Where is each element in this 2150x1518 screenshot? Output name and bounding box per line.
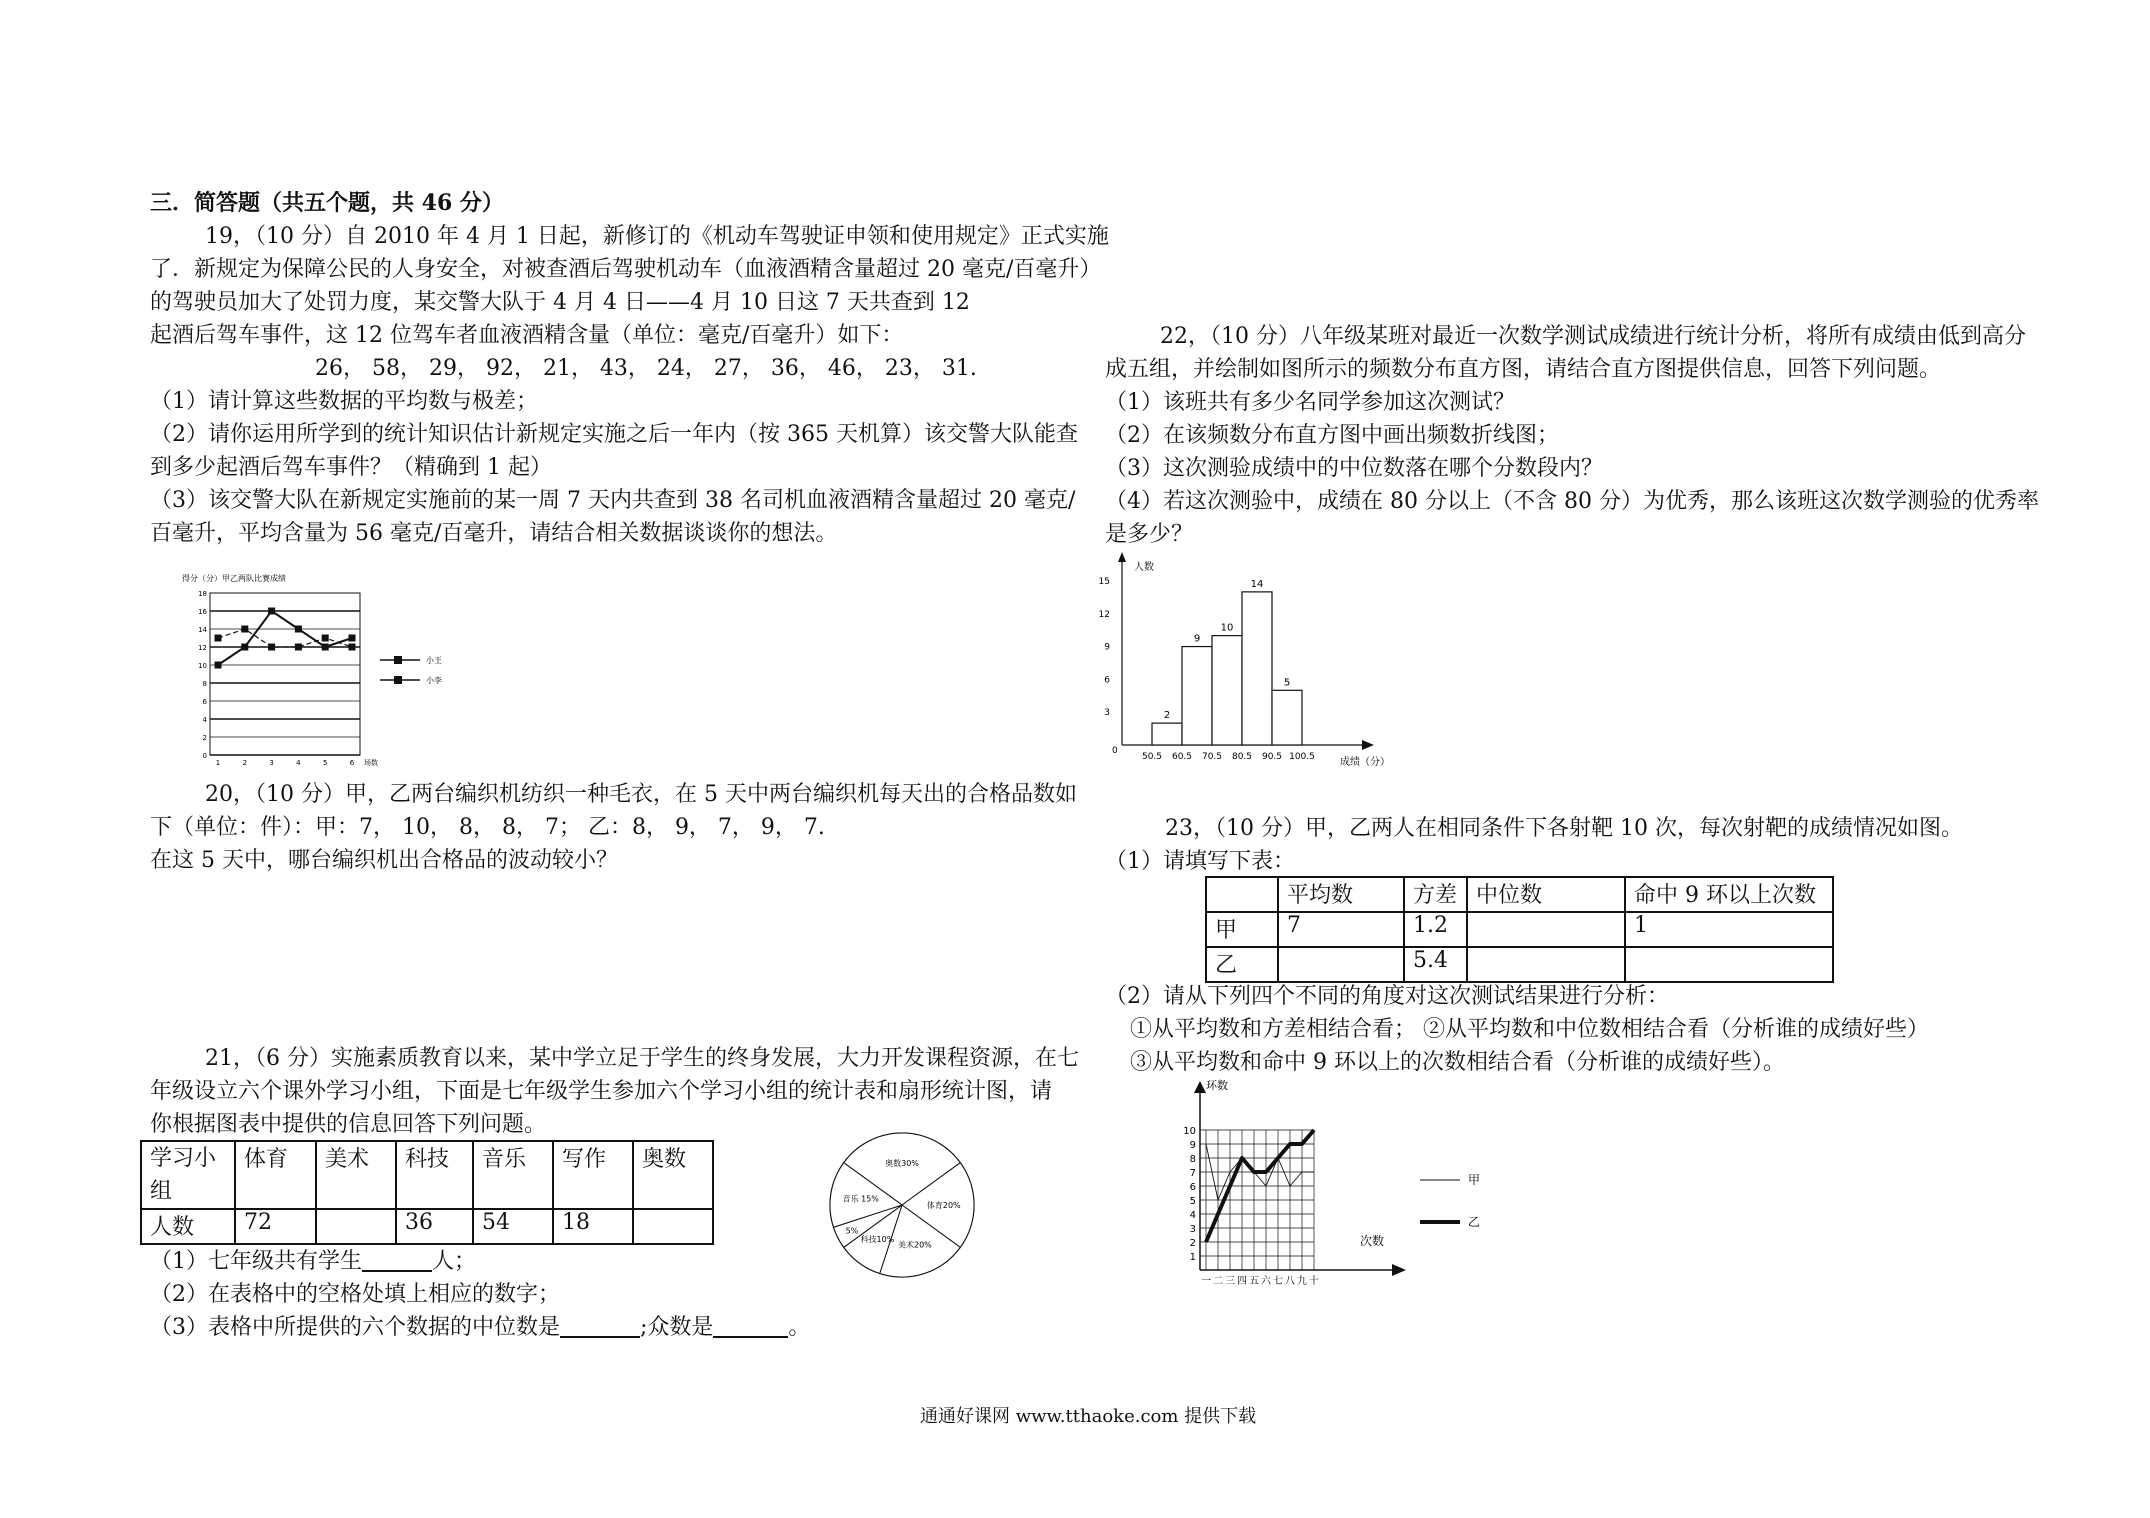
data-point — [215, 635, 222, 642]
table-cell: 科技 — [396, 1141, 473, 1209]
table-cell: 1.2 — [1404, 912, 1467, 947]
y-tick-label: 3 — [1104, 708, 1110, 719]
x-tick-label: 五 — [1249, 1276, 1259, 1287]
y-axis-arrow — [1194, 1081, 1206, 1093]
table-cell: 人数 — [141, 1209, 235, 1244]
table-cell — [1278, 947, 1404, 982]
q23-line: （1）请填写下表： — [1105, 849, 1295, 874]
table-cell: 平均数 — [1278, 877, 1404, 912]
bar-value-label: 2 — [1163, 710, 1171, 722]
table-cell: 36 — [396, 1209, 473, 1244]
q21-sub-3 — [150, 1311, 810, 1344]
q23-line: 23，（10 分）甲，乙两人在相同条件下各射靶 10 次，每次射靶的成绩情况如图。 — [1165, 816, 1963, 841]
x-tick-label: 3 — [269, 759, 274, 767]
shooting-stats-table — [1205, 876, 1834, 983]
y-tick-label: 6 — [1189, 1182, 1196, 1193]
y-tick-label: 15 — [1098, 576, 1110, 587]
histogram-bar — [1272, 690, 1302, 745]
x-axis-label: 次数 — [1360, 1234, 1385, 1248]
table-cell: 写作 — [553, 1141, 633, 1209]
q19-sub: 到多少起酒后驾车事件？（精确到 1 起） — [150, 455, 552, 480]
table-cell: 18 — [553, 1209, 633, 1244]
x-tick-label: 四 — [1237, 1276, 1247, 1287]
q23-sub: ①从平均数和方差相结合看； ②从平均数和中位数相结合看（分析谁的成绩好些） — [1130, 1017, 1929, 1042]
table-cell — [316, 1209, 396, 1244]
x-tick-label: 90.5 — [1261, 752, 1283, 762]
data-point — [322, 644, 329, 651]
y-tick-label: 5 — [1189, 1196, 1196, 1207]
x-tick-label: 六 — [1261, 1276, 1271, 1287]
q19-line: 起酒后驾车事件，这 12 位驾车者血液酒精含量（单位：毫克/百毫升）如下： — [150, 323, 904, 348]
table-cell: 学习小组 — [141, 1141, 235, 1209]
y-axis-label: 人数 — [1134, 562, 1154, 573]
q22-line: （1）该班共有多少名同学参加这次测试？ — [1105, 390, 1515, 415]
q20-line: 20，（10 分）甲，乙两台编织机纺织一种毛衣，在 5 天中两台编织机每天出的合格品数如 — [205, 782, 1077, 807]
x-tick-label: 1 — [215, 759, 221, 767]
q21-line: 21，（6 分）实施素质教育以来，某中学立足于学生的终身发展，大力开发课程资源，在七 — [205, 1046, 1079, 1071]
answer-blank[interactable] — [362, 1246, 432, 1272]
table-cell: 中位数 — [1467, 877, 1625, 912]
x-tick-label: 九 — [1297, 1276, 1307, 1287]
q22-line: 是多少？ — [1105, 522, 1194, 547]
data-point — [295, 626, 302, 633]
data-point — [349, 635, 356, 642]
pie-slice-label: 音乐 15% — [842, 1194, 879, 1204]
table-cell: 音乐 — [473, 1141, 553, 1209]
table-row — [1206, 912, 1833, 947]
q19-data-line: 26， 58， 29， 92， 21， 43， 24， 27， 36， 46， 23， 31. — [315, 356, 977, 381]
bar-value-label: 5 — [1283, 677, 1291, 689]
table-row — [141, 1141, 713, 1209]
histogram-bar — [1242, 592, 1272, 745]
q19-sub: （3）该交警大队在新规定实施前的某一周 7 天内共查到 38 名司机血液酒精含量超过 20 毫克/ — [150, 488, 1076, 513]
y-tick-label: 4 — [202, 716, 207, 724]
table-cell — [633, 1209, 713, 1244]
q19-line: 的驾驶员加大了处罚力度，某交警大队于 4 月 4 日——4 月 10 日这 7 天共查到 12 — [150, 290, 970, 315]
y-tick-label: 12 — [198, 644, 207, 652]
group-stats-table — [140, 1140, 714, 1245]
x-tick-label: 4 — [296, 759, 301, 767]
legend-marker — [394, 676, 402, 684]
bar-value-label: 14 — [1250, 578, 1264, 590]
chart-title: 得分（分）甲乙两队比赛成绩 — [182, 574, 286, 583]
table-cell: 奥数 — [633, 1141, 713, 1209]
histogram-bar — [1182, 647, 1212, 745]
pie-slice-label: 美术20% — [898, 1240, 932, 1250]
table-row — [141, 1209, 713, 1244]
series-line — [218, 611, 352, 665]
y-tick-label: 9 — [1104, 642, 1110, 653]
pie-slice-label: 5% — [845, 1226, 859, 1236]
y-tick-label: 4 — [1189, 1210, 1196, 1221]
pie-slice-label: 科技10% — [860, 1234, 895, 1244]
answer-blank[interactable] — [713, 1312, 788, 1338]
q21-sub-2: （2）在表格中的空格处填上相应的数字； — [150, 1282, 560, 1307]
q19-sub: （1）请计算这些数据的平均数与极差； — [150, 389, 538, 414]
table-cell: 乙 — [1206, 947, 1278, 982]
q23-sub: （2）请从下列四个不同的角度对这次测试结果进行分析： — [1105, 984, 1669, 1009]
score-histogram — [1100, 550, 1400, 770]
pie-slice-label: 体育20% — [926, 1201, 961, 1210]
plot-frame — [210, 593, 360, 755]
q22-line: （3）这次测验成绩中的中位数落在哪个分数段内？ — [1105, 456, 1603, 481]
y-tick-label: 0 — [202, 752, 207, 760]
x-tick-label: 二 — [1213, 1276, 1223, 1287]
x-tick-label: 5 — [322, 759, 328, 767]
q23-sub: ③从平均数和命中 9 环以上的次数相结合看（分析谁的成绩好些）。 — [1130, 1050, 1785, 1075]
y-tick-label: 3 — [1189, 1224, 1196, 1235]
q21-sub-text: （3）表格中所提供的六个数据的中位数是 — [150, 1315, 560, 1340]
q19-line: 了．新规定为保障公民的人身安全，对被查酒后驾驶机动车（血液酒精含量超过 20 毫克/百毫升） — [150, 257, 1102, 282]
answer-blank[interactable] — [560, 1312, 640, 1338]
legend-label: 乙 — [1468, 1215, 1481, 1229]
y-tick-label: 10 — [198, 662, 207, 670]
table-cell: 方差 — [1404, 877, 1467, 912]
q21-sub-text: 人； — [432, 1249, 477, 1274]
q21-line: 你根据图表中提供的信息回答下列问题。 — [150, 1112, 547, 1137]
legend-label: 甲 — [1468, 1173, 1481, 1187]
x-tick-label: 80.5 — [1231, 752, 1253, 762]
score-line-chart — [180, 565, 540, 770]
data-point — [268, 608, 275, 615]
section-title: 三．简答题（共五个题，共 46 分） — [150, 190, 504, 216]
legend-label: 小李 — [426, 676, 442, 685]
x-tick-label: 50.5 — [1141, 752, 1163, 762]
y-tick-label: 14 — [198, 626, 207, 634]
data-point — [295, 644, 302, 651]
table-cell — [1467, 947, 1625, 982]
table-cell: 5.4 — [1404, 947, 1467, 982]
y-tick-label: 6 — [202, 698, 207, 706]
q21-sub-text: 。 — [788, 1315, 811, 1340]
data-point — [241, 626, 248, 633]
x-axis-label: 场数 — [364, 759, 378, 767]
x-tick-label: 一 — [1201, 1276, 1211, 1287]
legend-label: 小王 — [426, 656, 442, 665]
group-pie-chart — [815, 1125, 990, 1285]
table-cell — [1625, 947, 1833, 982]
y-tick-label: 6 — [1104, 675, 1110, 686]
x-tick-label: 70.5 — [1201, 752, 1223, 762]
legend-marker — [394, 656, 402, 664]
q22-line: 成五组，并绘制如图所示的频数分布直方图，请结合直方图提供信息，回答下列问题。 — [1105, 357, 1942, 382]
q19-sub: 百毫升，平均含量为 56 毫克/百毫升，请结合相关数据谈谈你的想法。 — [150, 521, 838, 546]
histogram-bar — [1212, 636, 1242, 745]
x-axis-label: 成绩（分） — [1340, 757, 1390, 768]
q20-line: 下（单位：件）：甲：7， 10， 8， 8， 7； 乙：8， 9， 7， 9， 7. — [150, 815, 825, 840]
x-axis-arrow — [1392, 1264, 1406, 1276]
q19-line: 19，（10 分）自 2010 年 4 月 1 日起，新修订的《机动车驾驶证申领和使用规定》正式实施 — [205, 224, 1109, 249]
table-cell — [1206, 877, 1278, 912]
bar-value-label: 9 — [1193, 633, 1201, 645]
table-cell: 美术 — [316, 1141, 396, 1209]
x-tick-label: 十 — [1309, 1276, 1319, 1287]
q22-line: （2）在该频数分布直方图中画出频数折线图； — [1105, 423, 1559, 448]
q21-sub-text: （1）七年级共有学生 — [150, 1249, 362, 1274]
q22-line: 22，（10 分）八年级某班对最近一次数学测试成绩进行统计分析，将所有成绩由低到高分 — [1160, 324, 2026, 349]
y-tick-label: 2 — [1189, 1238, 1196, 1249]
table-cell — [1467, 912, 1625, 947]
data-point — [215, 662, 222, 669]
table-cell: 甲 — [1206, 912, 1278, 947]
y-tick-label: 9 — [1189, 1140, 1196, 1151]
bar-value-label: 10 — [1220, 622, 1234, 634]
table-cell: 命中 9 环以上次数 — [1625, 877, 1833, 912]
y-axis-label: 环数 — [1206, 1079, 1228, 1092]
y-tick-label: 12 — [1098, 609, 1110, 620]
x-tick-label: 三 — [1225, 1276, 1235, 1287]
y-axis-arrow — [1118, 552, 1126, 562]
table-cell: 体育 — [235, 1141, 316, 1209]
y-tick-label: 1 — [1189, 1252, 1196, 1263]
x-tick-label: 60.5 — [1171, 752, 1193, 762]
shooting-line-chart — [1170, 1075, 1490, 1305]
x-tick-label: 100.5 — [1289, 752, 1315, 762]
data-point — [268, 644, 275, 651]
table-cell: 54 — [473, 1209, 553, 1244]
y-tick-label: 8 — [1189, 1154, 1196, 1165]
histogram-bar — [1152, 723, 1182, 745]
origin-label: 0 — [1112, 746, 1118, 756]
table-cell: 1 — [1625, 912, 1833, 947]
y-tick-label: 2 — [202, 734, 207, 742]
x-tick-label: 6 — [349, 759, 355, 767]
y-tick-label: 16 — [198, 608, 207, 616]
y-tick-label: 10 — [1183, 1126, 1196, 1137]
table-row — [1206, 877, 1833, 912]
table-row — [1206, 947, 1833, 982]
x-tick-label: 2 — [242, 759, 248, 767]
x-axis-arrow — [1362, 740, 1374, 750]
data-point — [349, 644, 356, 651]
q19-sub: （2）请你运用所学到的统计知识估计新规定实施之后一年内（按 365 天机算）该交警大队能查 — [150, 422, 1078, 447]
q22-line: （4）若这次测验中，成绩在 80 分以上（不含 80 分）为优秀，那么该班这次数学测验的优秀率 — [1105, 489, 2039, 514]
pie-slice-label: 奥数30% — [885, 1159, 919, 1169]
data-point — [322, 635, 329, 642]
q21-line: 年级设立六个课外学习小组，下面是七年级学生参加六个学习小组的统计表和扇形统计图，请 — [150, 1079, 1053, 1104]
y-tick-label: 18 — [198, 590, 207, 598]
y-tick-label: 8 — [202, 680, 207, 688]
data-point — [241, 644, 248, 651]
q20-line: 在这 5 天中，哪台编织机出合格品的波动较小？ — [150, 848, 618, 873]
table-cell: 7 — [1278, 912, 1404, 947]
x-tick-label: 八 — [1285, 1276, 1295, 1287]
table-cell: 72 — [235, 1209, 316, 1244]
x-tick-label: 七 — [1273, 1276, 1283, 1287]
q21-sub-text: ;众数是 — [640, 1315, 714, 1340]
y-tick-label: 7 — [1189, 1168, 1196, 1179]
q21-sub-1 — [150, 1245, 476, 1278]
footer-text: 通通好课网 www.tthaoke.com 提供下载 — [920, 1406, 1257, 1427]
